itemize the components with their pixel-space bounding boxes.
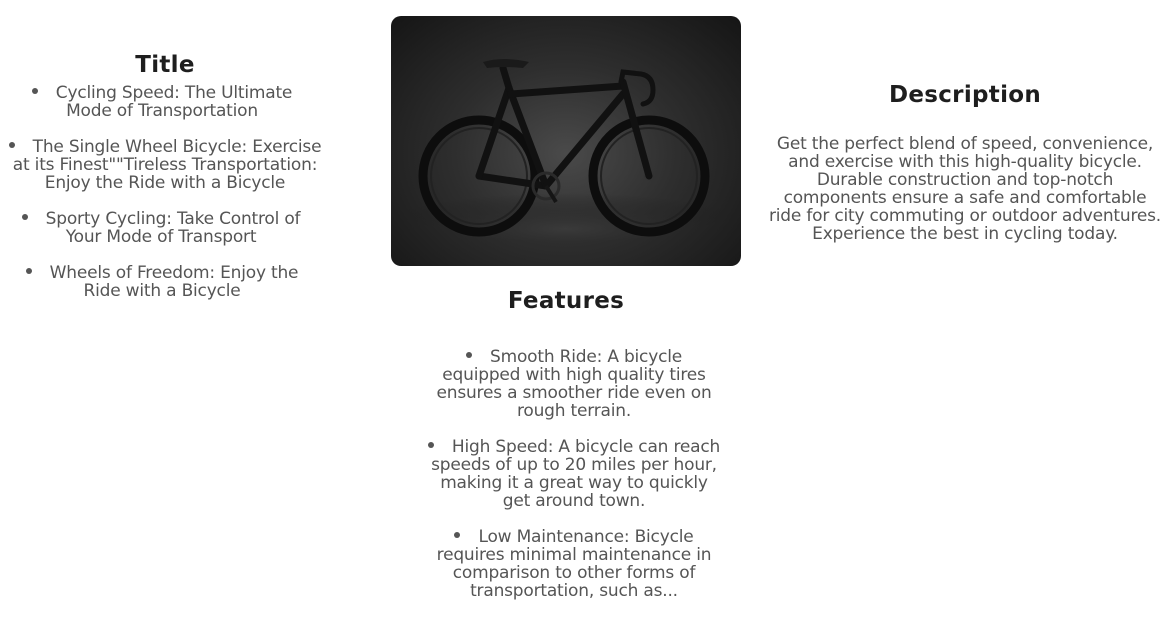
bullet-dot-icon <box>9 142 15 148</box>
bullet-dot-icon <box>26 268 32 274</box>
features-section <box>391 16 741 618</box>
features-heading: Features <box>507 288 625 314</box>
description-heading: Description <box>888 82 1042 108</box>
bullet-dot-icon <box>466 352 472 358</box>
bicycle-image <box>391 16 741 266</box>
bullet-dot-icon <box>32 88 38 94</box>
bullet-dot-icon <box>428 442 434 448</box>
description-section <box>768 82 1162 243</box>
list-item: Wheels of Freedom: Enjoy the Ride with a Bicycle <box>0 264 330 300</box>
title-heading: Title <box>135 52 195 78</box>
list-item: Sporty Cycling: Take Control of Your Mode of Transport <box>0 210 330 246</box>
list-item: Cycling Speed: The Ultimate Mode of Transportation <box>0 84 330 120</box>
title-section <box>0 52 330 318</box>
features-list <box>391 348 741 600</box>
list-item: High Speed: A bicycle can reach speeds of up to 20 miles per hour, making it a great way to quickly get around town. <box>427 438 721 510</box>
bullet-dot-icon <box>454 532 460 538</box>
title-list <box>0 84 330 300</box>
list-item: Low Maintenance: Bicycle requires minimal maintenance in comparison to other forms of transportation, such as... <box>436 526 712 601</box>
list-item: The Single Wheel Bicycle: Exercise at its Finest""Tireless Transportation: Enjoy the Ride with a Bicycle <box>0 138 330 192</box>
description-text: Get the perfect blend of speed, convenience, and exercise with this high-quality bicycle. Durable construction and top-notch components ensure a safe and comfortable ride for city commuting or outdoor adventures. Experience the best in cycling today. <box>768 133 1162 244</box>
list-item: Smooth Ride: A bicycle equipped with high quality tires ensures a smoother ride even on rough terrain. <box>436 346 712 421</box>
bullet-dot-icon <box>22 214 28 220</box>
